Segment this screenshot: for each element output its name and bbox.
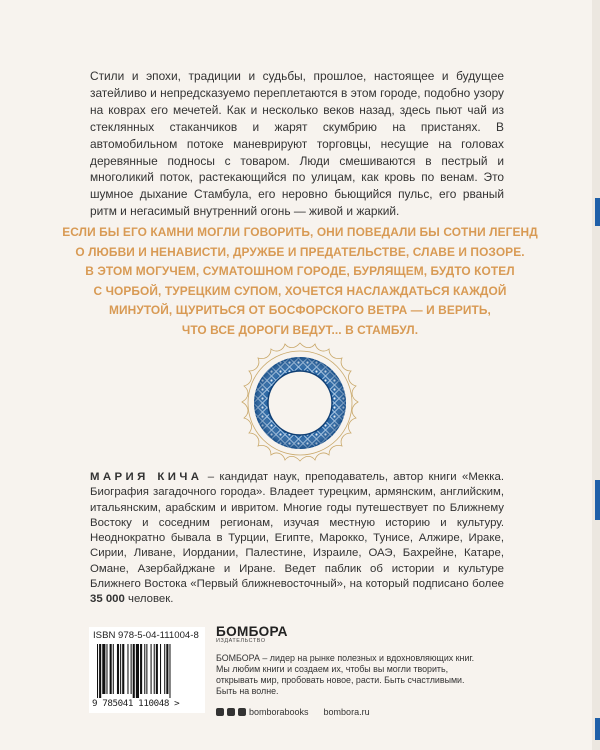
quote-line: С ЧОРБОЙ, ТУРЕЦКИМ СУПОМ, ХОЧЕТСЯ НАСЛАЖДАТЬСЯ КАЖДОЙ	[93, 283, 507, 298]
publisher-subtitle: ИЗДАТЕЛЬСТВО	[216, 638, 266, 644]
facebook-icon	[216, 708, 224, 716]
intro-paragraph: Стили и эпохи, традиции и судьбы, прошлое, настоящее и будущее затейливо и непредсказуемо переплетаются в этом городе, подобно узору на коврах его мечетей. Как и несколько веков назад, здесь пьют чай из стеклянных стаканчиков и жарят скумбрию на пристанях. В автомобильном потоке маневрируют торговцы, несущие на головах деревянные подносы с товаром. Люди смешиваются в пестрый и многоликий поток, растекающийся по улицам, как кровь по венам. Это шумное дыхание Стамбула, его неровно бьющийся пульс, его рваный ритм и негасимый внутренний огонь — живой и жаркий.	[90, 69, 504, 219]
isbn-label: ISBN 978-5-04-111004-8	[93, 630, 199, 641]
instagram-icon	[238, 708, 246, 716]
vk-icon	[227, 708, 235, 716]
author-bio	[90, 470, 504, 608]
bio-text: – кандидат наук, преподаватель, автор книги «Мекка. Биография загадочного города». Владеет турецким, армянским, английским, итальянским, арабским и ивритом. Многие годы путешествует по Ближнему Востоку и соседним регионам, изучая местную историю и культуру. Неоднократно бывала в Турции, Египте, Марокко, Тунисе, Алжире, Ираке, Сирии, Ливане, Иордании, Палестине, Израиле, ОАЭ, Бахрейне, Катаре, Омане, Азербайджане и Иране. Ведет паблик об истории и культуре Ближнего Востока «Первый ближневосточный», на который подписано более	[90, 471, 504, 591]
publisher-description: БОМБОРА – лидер на рынке полезных и вдохновляющих книг. Мы любим книги и создаем их, чтобы вы могли творить, открывать мир, пробовать новое, расти. Быть счастливыми. Быть на волне.	[216, 653, 475, 697]
barcode-digits: 9 785041 110048 >	[92, 698, 180, 709]
quote-line: О ЛЮБВИ И НЕНАВИСТИ, ДРУЖБЕ И ПРЕДАТЕЛЬСТВЕ, СЛАВЕ И ПОЗОРЕ.	[75, 244, 525, 259]
bio-text-end: человек.	[124, 593, 174, 606]
edge-mark	[595, 718, 600, 740]
publisher-site: bombora.ru	[323, 707, 370, 718]
author-name: МАРИЯ КИЧА	[90, 471, 203, 483]
edge-mark	[595, 198, 600, 226]
publisher-logo: БОМБОРА	[216, 624, 288, 639]
publisher-block	[216, 624, 516, 717]
publisher-links	[216, 707, 516, 717]
quote-block	[60, 223, 540, 341]
quote-line: ЕСЛИ БЫ ЕГО КАМНИ МОГЛИ ГОВОРИТЬ, ОНИ ПОВЕДАЛИ БЫ СОТНИ ЛЕГЕНД	[62, 225, 538, 239]
cover-edge-strip	[592, 0, 600, 750]
barcode-block	[89, 627, 205, 713]
ornament-medallion-icon	[231, 340, 369, 466]
quote-line: В ЭТОМ МОГУЧЕМ, СУМАТОШНОМ ГОРОДЕ, БУРЛЯЩЕМ, БУДТО КОТЕЛ	[85, 264, 515, 279]
quote-line: МИНУТОЙ, ЩУРИТЬСЯ ОТ БОСФОРСКОГО ВЕТРА — И ВЕРИТЬ,	[109, 303, 491, 318]
quote-line: ЧТО ВСЕ ДОРОГИ ВЕДУТ... В СТАМБУЛ.	[181, 322, 419, 337]
barcode-icon	[97, 644, 197, 698]
subscriber-count: 35 000	[90, 593, 125, 606]
social-handle: bomborabooks	[249, 707, 309, 718]
edge-mark	[595, 480, 600, 520]
